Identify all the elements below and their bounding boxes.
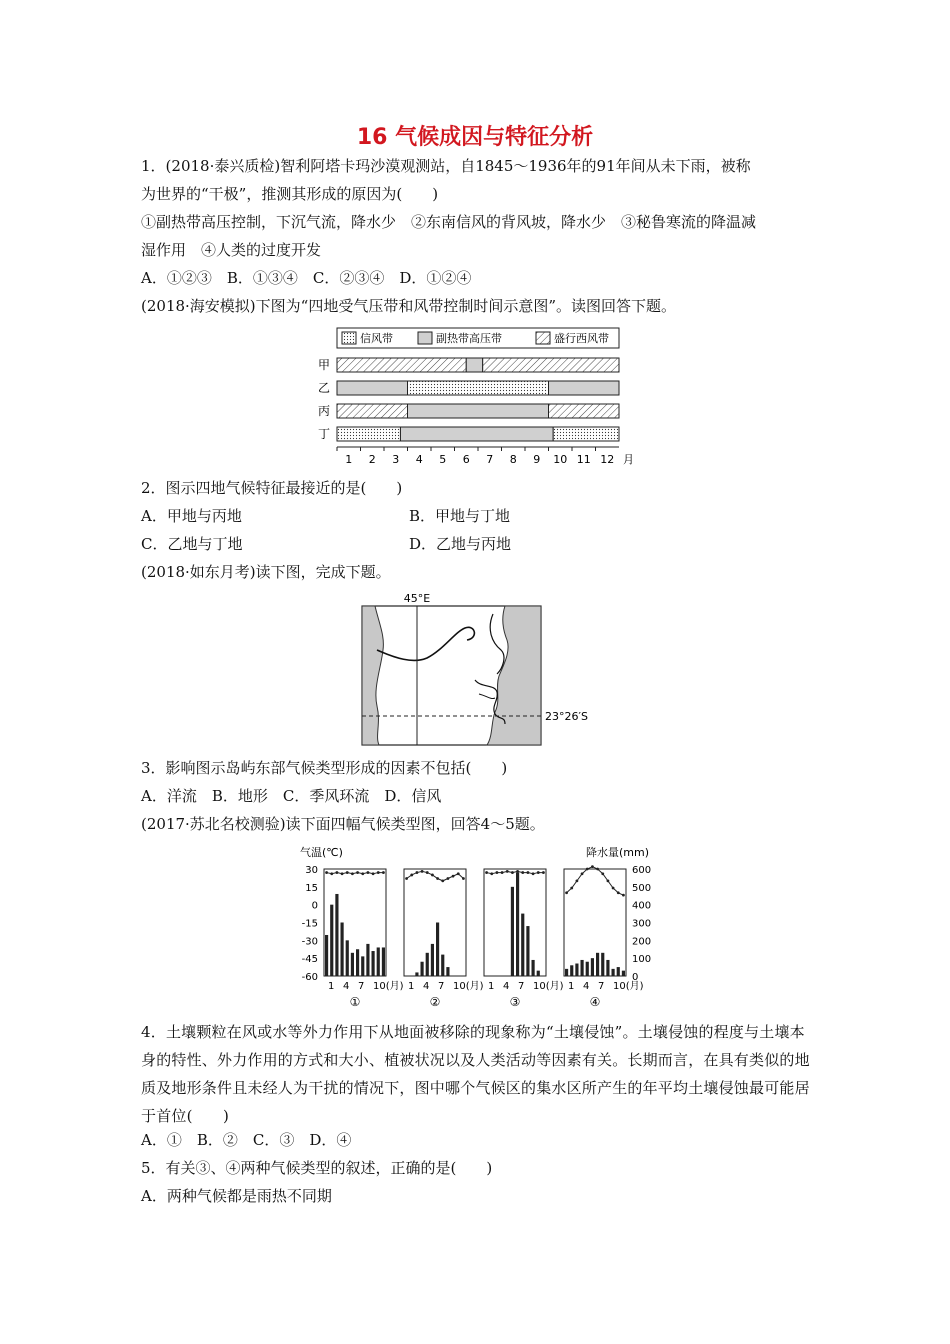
segment-row2-1 — [408, 404, 549, 418]
month-label-5: 6 — [462, 453, 470, 466]
temp-point — [421, 870, 424, 873]
precip-tick-6: 0 — [632, 972, 639, 983]
temp-point — [372, 872, 375, 875]
legend-swatch-1 — [418, 332, 432, 344]
page-title: 16 气候成因与特征分析 — [356, 125, 594, 150]
temp-point — [586, 868, 589, 871]
precip-bar — [415, 972, 418, 976]
x-tick-label: 10(月) — [373, 981, 404, 992]
x-tick-label: 7 — [598, 981, 605, 992]
precip-bar — [511, 887, 514, 976]
precip-bar — [346, 940, 349, 976]
precip-bar — [526, 926, 529, 976]
temp-axis-title: 气温(℃) — [300, 846, 343, 859]
temp-point — [341, 872, 344, 875]
temp-point — [501, 871, 504, 874]
temp-point — [441, 879, 444, 882]
precip-bar — [441, 955, 444, 976]
temp-line — [407, 871, 464, 881]
temp-point — [622, 894, 625, 897]
temp-point — [496, 871, 499, 874]
q1-stem-line1: 1．(2018·泰兴质检)智利阿塔卡玛沙漠观测站，自1845～1936年的91年间从未下雨，被称 — [141, 157, 751, 175]
temp-point — [490, 872, 493, 875]
precip-bar — [532, 960, 535, 976]
q2-option-b: B．甲地与丁地 — [409, 507, 511, 525]
precip-tick-1: 500 — [632, 882, 652, 894]
q3-stem: 3．影响图示岛屿东部气候类型形成的因素不包括( ) — [141, 759, 508, 777]
climate-panel-3 — [484, 869, 564, 1009]
precip-bar — [521, 914, 524, 976]
x-tick-label: 1 — [408, 981, 415, 992]
x-tick-label: 1 — [568, 981, 575, 992]
temp-line — [327, 873, 384, 874]
month-label-3: 4 — [415, 453, 423, 466]
precip-bar — [617, 967, 620, 976]
segment-row0-2 — [483, 358, 619, 372]
belt-timeline-figure — [310, 326, 650, 474]
climate-charts-figure — [286, 842, 676, 1014]
q4-options: A．① B．② C．③ D．④ — [141, 1131, 352, 1149]
x-tick-label: 4 — [343, 981, 350, 992]
legend-swatch-2 — [536, 332, 550, 344]
segment-row3-2 — [553, 427, 619, 441]
q1-options: A．①②③ B．①③④ C．②③④ D．①②④ — [141, 269, 472, 287]
intro-q2: (2018·海安模拟)下图为“四地受气压带和风带控制时间示意图”。读图回答下题。 — [141, 297, 676, 315]
precip-bar — [596, 953, 599, 976]
q1-statements-line2: 湿作用 ④人类的过度开发 — [141, 241, 322, 259]
panel-label-1: ① — [349, 995, 361, 1009]
x-tick-label: 10(月) — [453, 981, 484, 992]
temp-point — [607, 879, 610, 882]
precip-bar — [606, 960, 609, 976]
intro-q4-5: (2017·苏北名校测验)读下面四幅气候类型图，回答4～5题。 — [141, 815, 545, 833]
precip-bar — [622, 971, 625, 976]
x-tick-label: 7 — [438, 981, 445, 992]
legend-label-0: 信风带 — [360, 332, 393, 345]
temp-tick-4: -30 — [301, 936, 318, 948]
temp-point — [511, 871, 514, 874]
q2-option-a: A．甲地与丙地 — [141, 507, 242, 525]
precip-bar — [426, 953, 429, 976]
climate-panel-1 — [324, 869, 404, 1009]
temp-point — [612, 887, 615, 890]
legend-label-2: 盛行西风带 — [554, 332, 609, 345]
temp-point — [330, 872, 333, 875]
panel-frame — [404, 869, 466, 976]
month-label-9: 10 — [553, 453, 568, 466]
precip-tick-5: 100 — [632, 954, 652, 966]
temp-line — [567, 867, 624, 896]
segment-row3-0 — [337, 427, 400, 441]
precip-bar — [581, 960, 584, 976]
precip-bar — [436, 923, 439, 977]
month-label-10: 11 — [576, 453, 591, 466]
precip-bar — [372, 951, 375, 976]
precip-bar — [356, 949, 359, 976]
temp-point — [516, 870, 519, 873]
temp-point — [356, 871, 359, 874]
x-tick-label: 10(月) — [533, 981, 564, 992]
temp-point — [436, 877, 439, 880]
segment-row0-0 — [337, 358, 466, 372]
legend-swatch-0 — [342, 332, 356, 344]
q1-stem-line2: 为世界的“干极”，推测其形成的原因为( ) — [141, 185, 439, 203]
q2-option-c: C．乙地与丁地 — [141, 535, 243, 553]
month-label-0: 1 — [345, 453, 353, 466]
month-unit-label: 月 — [623, 453, 634, 466]
precip-bar — [421, 962, 424, 976]
legend-label-1: 副热带高压带 — [436, 332, 502, 345]
panel-label-3: ③ — [509, 995, 521, 1009]
precip-bar — [361, 956, 364, 976]
temp-point — [336, 871, 339, 874]
panel-label-2: ② — [429, 995, 441, 1009]
row-label-0: 甲 — [318, 358, 331, 372]
segment-row2-2 — [549, 404, 620, 418]
precip-bar — [335, 894, 338, 976]
temp-point — [462, 877, 465, 880]
q2-option-d: D．乙地与丙地 — [409, 535, 512, 553]
temp-point — [457, 872, 460, 875]
precip-bar — [570, 965, 573, 976]
precip-bar — [366, 944, 369, 976]
temp-line — [487, 871, 544, 873]
x-tick-label: 7 — [358, 981, 365, 992]
q1-statements-line1: ①副热带高压控制，下沉气流，降水少 ②东南信风的背风坡，降水少 ③秘鲁寒流的降温减 — [141, 213, 757, 231]
panel-label-4: ④ — [589, 995, 601, 1009]
temp-point — [452, 875, 455, 878]
temp-point — [447, 877, 450, 880]
precip-bar — [612, 969, 615, 976]
row-label-1: 乙 — [318, 381, 331, 395]
precip-bar — [586, 962, 589, 976]
temp-point — [576, 879, 579, 882]
temp-tick-0: 30 — [305, 865, 318, 876]
temp-tick-5: -45 — [301, 954, 318, 966]
month-label-6: 7 — [486, 453, 494, 466]
temp-point — [596, 868, 599, 871]
temp-point — [506, 870, 509, 873]
segment-row1-1 — [408, 381, 549, 395]
q5-stem: 5．有关③、④两种气候类型的叙述，正确的是( ) — [141, 1159, 493, 1177]
x-tick-label: 4 — [503, 981, 510, 992]
temp-point — [325, 871, 328, 874]
x-tick-label: 1 — [328, 981, 335, 992]
month-label-7: 8 — [509, 453, 517, 466]
temp-point — [367, 871, 370, 874]
temp-point — [581, 872, 584, 875]
meridian-label: 45°E — [403, 592, 431, 605]
temp-point — [351, 872, 354, 875]
temp-tick-6: -60 — [301, 972, 318, 983]
segment-row0-1 — [466, 358, 482, 372]
temp-point — [521, 871, 524, 874]
q5-option-a: A．两种气候都是雨热不同期 — [141, 1187, 332, 1205]
temp-point — [485, 871, 488, 874]
precip-bar — [377, 947, 380, 976]
temp-point — [527, 871, 530, 874]
temp-point — [601, 872, 604, 875]
temp-point — [377, 871, 380, 874]
precip-tick-4: 200 — [632, 936, 652, 948]
q3-options: A．洋流 B．地形 C．季风环流 D．信风 — [141, 787, 442, 805]
island-map-figure — [355, 588, 605, 750]
temp-point — [410, 874, 413, 877]
q2-stem: 2．图示四地气候特征最接近的是( ) — [141, 479, 403, 497]
row-label-2: 丙 — [318, 404, 331, 418]
temp-point — [532, 872, 535, 875]
month-label-1: 2 — [368, 453, 376, 466]
x-tick-label: 10(月) — [613, 981, 644, 992]
x-tick-label: 4 — [583, 981, 590, 992]
temp-point — [361, 872, 364, 875]
month-label-8: 9 — [533, 453, 541, 466]
climate-panel-2 — [404, 869, 484, 1009]
precip-axis-title: 降水量(mm) — [586, 846, 650, 859]
segment-row1-2 — [549, 381, 620, 395]
temp-point — [431, 874, 434, 877]
temp-tick-2: 0 — [311, 900, 318, 912]
temp-point — [382, 871, 385, 874]
x-tick-label: 4 — [423, 981, 430, 992]
temp-tick-3: -15 — [301, 918, 318, 930]
temp-point — [405, 877, 408, 880]
x-tick-label: 7 — [518, 981, 525, 992]
precip-bar — [575, 964, 578, 976]
precip-tick-3: 300 — [632, 918, 652, 930]
precip-bar — [325, 935, 328, 976]
precip-bar — [341, 923, 344, 977]
precip-bar — [565, 969, 568, 976]
intro-q3: (2018·如东月考)读下图，完成下题。 — [141, 563, 391, 581]
temp-point — [591, 865, 594, 868]
segment-row3-1 — [400, 427, 553, 441]
precip-bar — [351, 953, 354, 976]
temp-point — [565, 891, 568, 894]
precip-bar — [431, 944, 434, 976]
temp-point — [542, 871, 545, 874]
precip-tick-2: 400 — [632, 900, 652, 912]
precip-bar — [516, 873, 519, 976]
temp-point — [617, 891, 620, 894]
temp-point — [537, 871, 540, 874]
month-label-2: 3 — [392, 453, 400, 466]
temp-tick-1: 15 — [305, 882, 318, 894]
temp-point — [570, 887, 573, 890]
precip-bar — [537, 971, 540, 976]
x-tick-label: 1 — [488, 981, 495, 992]
month-label-11: 12 — [600, 453, 615, 466]
precip-bar — [601, 953, 604, 976]
q4-stem: 4．土壤颗粒在风或水等外力作用下从地面被移除的现象称为“土壤侵蚀”。土壤侵蚀的程度与土壤本身的特性、外力作用的方式和大小、植被状况以及人类活动等因素有关。长期而言，在具有类似的地质及地形条件且未经人为干扰的情况下，图中哪个气候区的集水区所产生的年平均土壤侵蚀最可能居于首位( ) — [141, 1023, 810, 1125]
temp-point — [346, 871, 349, 874]
segment-row2-0 — [337, 404, 408, 418]
temp-point — [416, 871, 419, 874]
row-label-3: 丁 — [318, 427, 331, 441]
precip-bar — [382, 947, 385, 976]
precip-tick-0: 600 — [632, 865, 652, 876]
panel-frame — [484, 869, 546, 976]
temp-point — [426, 871, 429, 874]
precip-bar — [446, 967, 449, 976]
precip-bar — [330, 905, 333, 976]
tropic-label: 23°26′S — [545, 710, 588, 723]
segment-row1-0 — [337, 381, 408, 395]
precip-bar — [591, 958, 594, 976]
month-label-4: 5 — [439, 453, 447, 466]
